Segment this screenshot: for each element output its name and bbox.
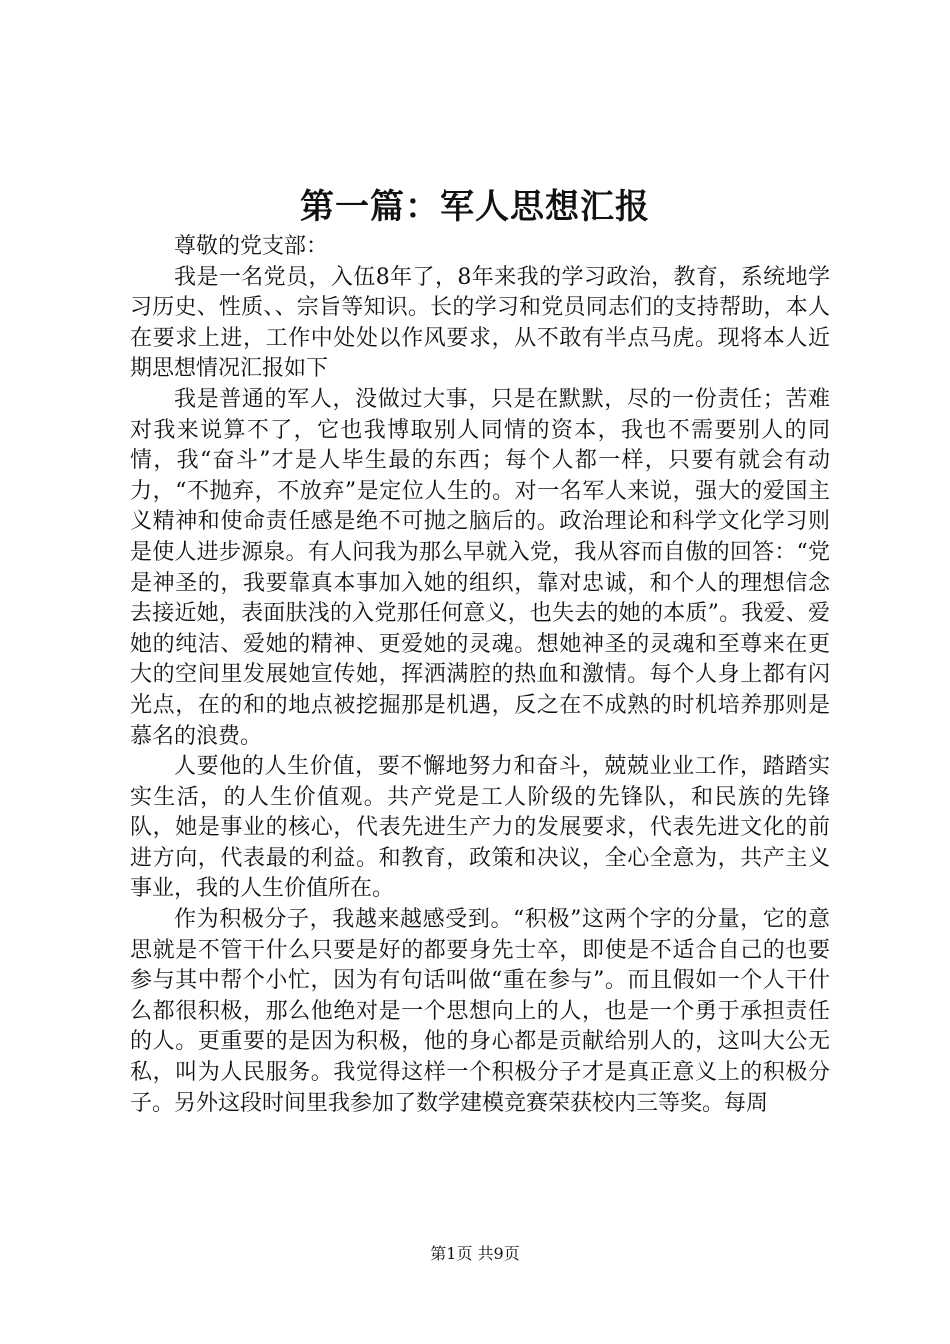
paragraph-4: 作为积极分子，我越来越感受到。“积极”这两个字的分量，它的意思就是不管干什么只要是好的都要身先士卒，即使是不适合自己的也要参与其中帮个小忙，因为有句话叫做“重在参与”。而且假如一个人干什么都很积极，那么他绝对是一个思想向上的人，也是一个勇于承担责任的人。更重要的是因为积极，他的身心都是贡献给别人的，这叫大公无私，叫为人民服务。我觉得这样一个积极分子才是真正意义上的积极分子。另外这段时间里我参加了数学建模竞赛荣获校内三等奖。每周: [130, 907, 830, 1116]
paragraph-1: 我是一名党员，入伍8年了，8年来我的学习政治，教育，系统地学习历史、性质、、宗旨等知识。长的学习和党员同志们的支持帮助，本人在要求上进，工作中处处以作风要求，从不敢有半点马虎。现将本人近期思想情况汇报如下: [130, 264, 830, 382]
paragraph-3: 人要他的人生价值，要不懈地努力和奋斗，兢兢业业工作，踏踏实实生活，的人生价值观。共产党是工人阶级的先锋队，和民族的先锋队，她是事业的核心，代表先进生产力的发展要求，代表先进文化的前进方向，代表最的利益。和教育，政策和决议，全心全意为，共产主义事业，我的人生价值所在。: [130, 754, 830, 902]
paragraph-2: 我是普通的军人，没做过大事，只是在默默，尽的一份责任；苦难对我来说算不了，它也我博取别人同情的资本，我也不需要别人的同情，我“奋斗”才是人毕生最的东西；每个人都一样，只要有就会有动力，“不抛弃，不放弃”是定位人生的。对一名军人来说，强大的爱国主义精神和使命责任感是绝不可抛之脑后的。政治理论和科学文化学习则是使人进步源泉。有人问我为那么早就入党，我从容而自傲的回答：“党是神圣的，我要靠真本事加入她的组织，靠对忠诚，和个人的理想信念去接近她，表面肤浅的入党那任何意义，也失去的她的本质”。我爱、爱她的纯洁、爱她的精神、更爱她的灵魂。想她神圣的灵魂和至尊来在更大的空间里发展她宣传她，挥洒满腔的热血和激情。每个人身上都有闪光点，在的和的地点被挖掘那是机遇，反之在不成熟的时机培养那则是慕名的浪费。: [130, 386, 830, 749]
page-number-footer: 第1页 共9页: [430, 1244, 520, 1263]
document-title: 第一篇：军人思想汇报: [300, 187, 650, 227]
document-body: [130, 232, 830, 1119]
salutation: 尊敬的党支部：: [174, 234, 329, 259]
